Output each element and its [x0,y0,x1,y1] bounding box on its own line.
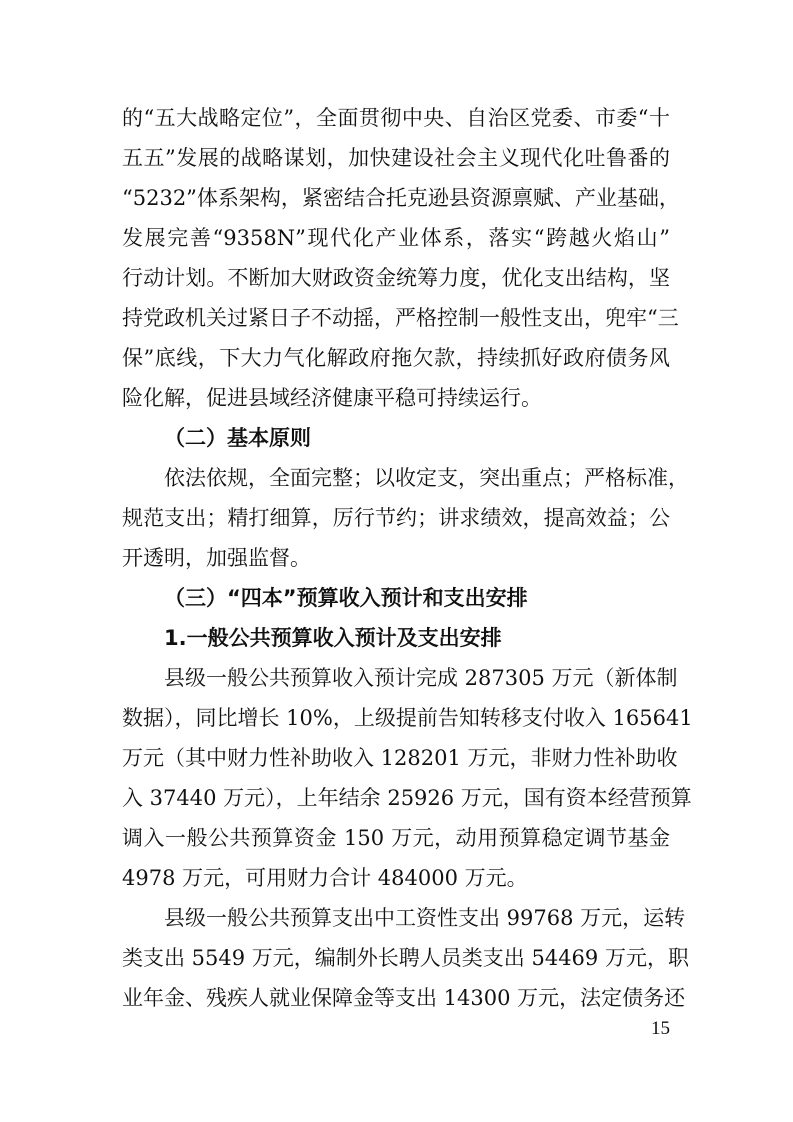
text-line: 入 37440 万元），上年结余 25926 万元，国有资本经营预算 [122,786,692,810]
text-line: 保”底线，下大力气化解政府拖欠款，持续抓好政府债务风 [122,346,670,370]
text-line: 类支出 5549 万元，编制外长聘人员类支出 54469 万元，职 [122,946,689,970]
text-line: 的“五大战略定位”，全面贯彻中央、自治区党委、市委“十 [122,106,670,130]
text-line: 业年金、残疾人就业保障金等支出 14300 万元，法定债务还 [122,986,686,1010]
text-line: “5232”体系架构，紧密结合托克逊县资源禀赋、产业基础， [122,186,680,210]
text-line: 规范支出；精打细算，厉行节约；讲求绩效，提高效益；公 [122,506,670,530]
section-heading: （二）基本原则 [164,426,311,450]
text-line: 县级一般公共预算收入预计完成 287305 万元（新体制 [164,666,678,690]
subsection-heading: 1.一般公共预算收入预计及支出安排 [164,626,502,650]
text-line: 县级一般公共预算支出中工资性支出 99768 万元，运转 [164,906,686,930]
text-line: 万元（其中财力性补助收入 128201 万元，非财力性补助收 [122,746,678,770]
text-line: 持党政机关过紧日子不动摇，严格控制一般性支出，兜牢“三 [122,306,679,330]
text-line: 五五”发展的战略谋划，加快建设社会主义现代化吐鲁番的 [122,146,670,170]
text-line: 调入一般公共预算资金 150 万元，动用预算稳定调节基金 [122,826,670,850]
section-heading: （三）“四本”预算收入预计和支出安排 [164,586,528,610]
text-line: 行动计划。不断加大财政资金统筹力度，优化支出结构，坚 [122,266,670,290]
page-number: 15 [651,1018,670,1039]
text-line: 依法依规，全面完整；以收定支，突出重点；严格标准， [164,466,689,490]
text-line: 险化解，促进县域经济健康平稳可持续运行。 [122,386,542,410]
text-line: 数据），同比增长 10%，上级提前告知转移支付收入 165641 [122,706,693,730]
text-line: 4978 万元，可用财力合计 484000 万元。 [122,866,528,890]
text-line: 开透明，加强监督。 [122,546,311,570]
text-line: 发展完善“9358N”现代化产业体系，落实“跨越火焰山” [122,226,670,250]
